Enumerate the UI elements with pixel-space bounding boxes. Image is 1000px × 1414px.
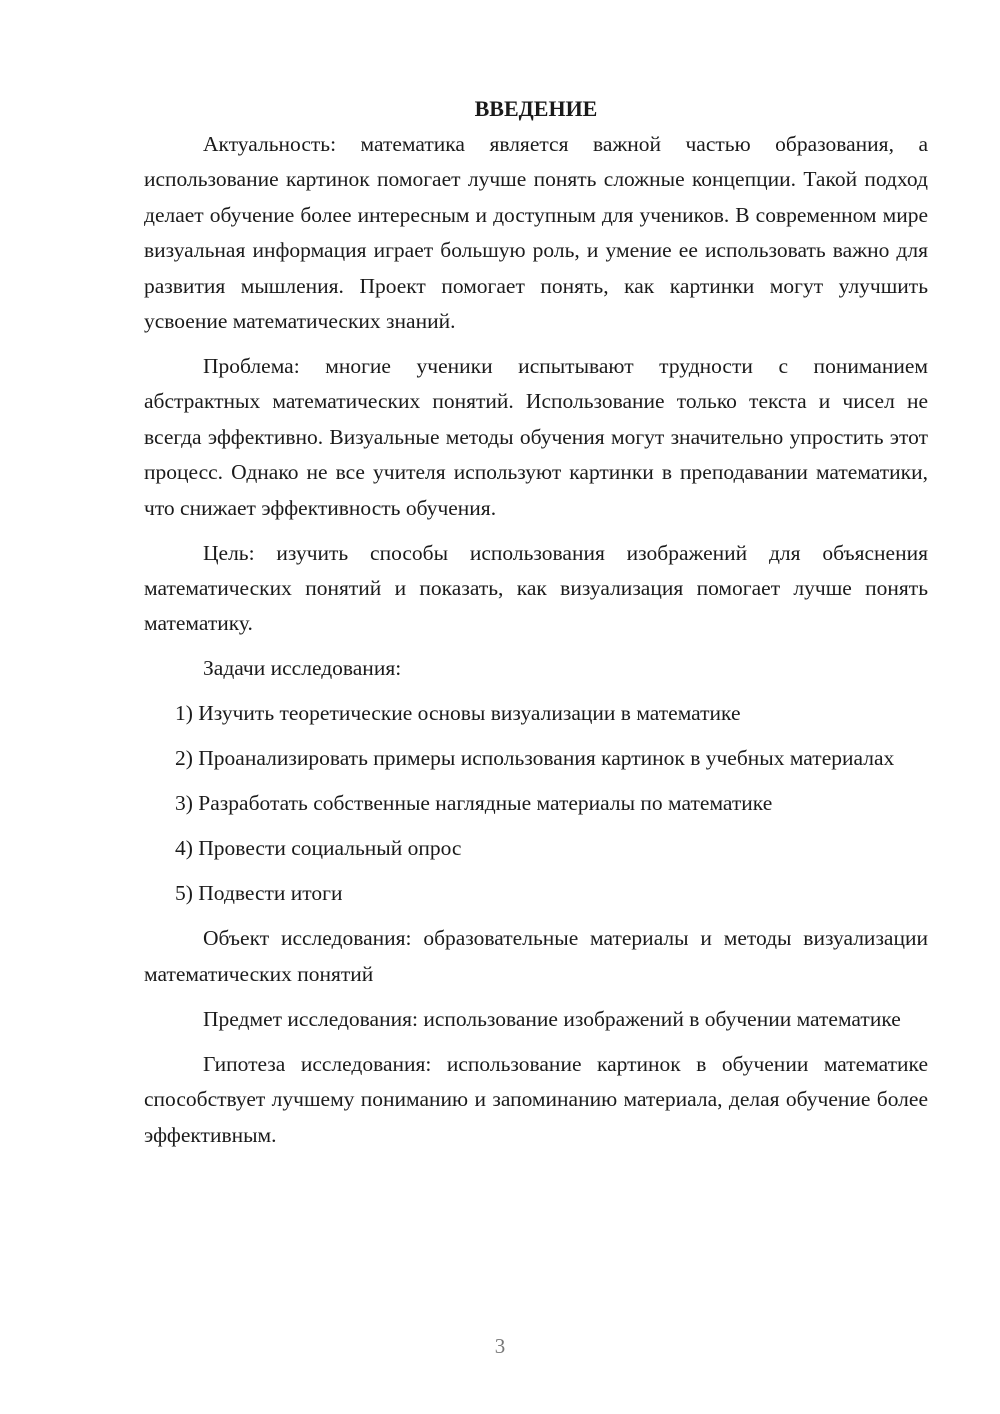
task-item: 5) Подвести итоги	[175, 881, 343, 906]
goal-paragraph: Цель: изучить способы использования изображений для объяснения математических понятий и показать, как визуализация помогает лучше понять математику.	[144, 540, 928, 636]
task-item: 1) Изучить теоретические основы визуализации в математике	[175, 701, 741, 726]
task-item: 3) Разработать собственные наглядные материалы по математике	[175, 791, 773, 816]
subject-paragraph: Предмет исследования: использование изображений в обучении математике	[203, 1006, 901, 1031]
object-paragraph: Объект исследования: образовательные материалы и методы визуализации математических понятий	[144, 926, 928, 986]
page-number: 3	[494, 1334, 506, 1358]
task-item: 2) Проанализировать примеры использования картинок в учебных материалах	[175, 746, 895, 771]
hypothesis-paragraph: Гипотеза исследования: использование картинок в обучении математике способствует лучшему пониманию и запоминанию материала, делая обучение более эффективным.	[144, 1051, 928, 1147]
task-item: 4) Провести социальный опрос	[175, 836, 462, 861]
document-page	[144, 92, 928, 1153]
relevance-paragraph: Актуальность: математика является важной частью образования, а использование картинок помогает лучше понять сложные концепции. Такой подход делает обучение более интересным и доступным для учеников. В современном мире визуальная информация играет большую роль, и умение ее использовать важно для развития мышления. Проект помогает понять, как картинки могут улучшить усвоение математических знаний.	[144, 132, 928, 334]
page-title: ВВЕДЕНИЕ	[474, 96, 598, 121]
tasks-heading: Задачи исследования:	[203, 656, 402, 681]
problem-paragraph: Проблема: многие ученики испытывают трудности с пониманием абстрактных математических понятий. Использование только текста и чисел не всегда эффективно. Визуальные методы обучения могут значительно упростить этот процесс. Однако не все учителя используют картинки в преподавании математики, что снижает эффективность обучения.	[144, 354, 928, 520]
